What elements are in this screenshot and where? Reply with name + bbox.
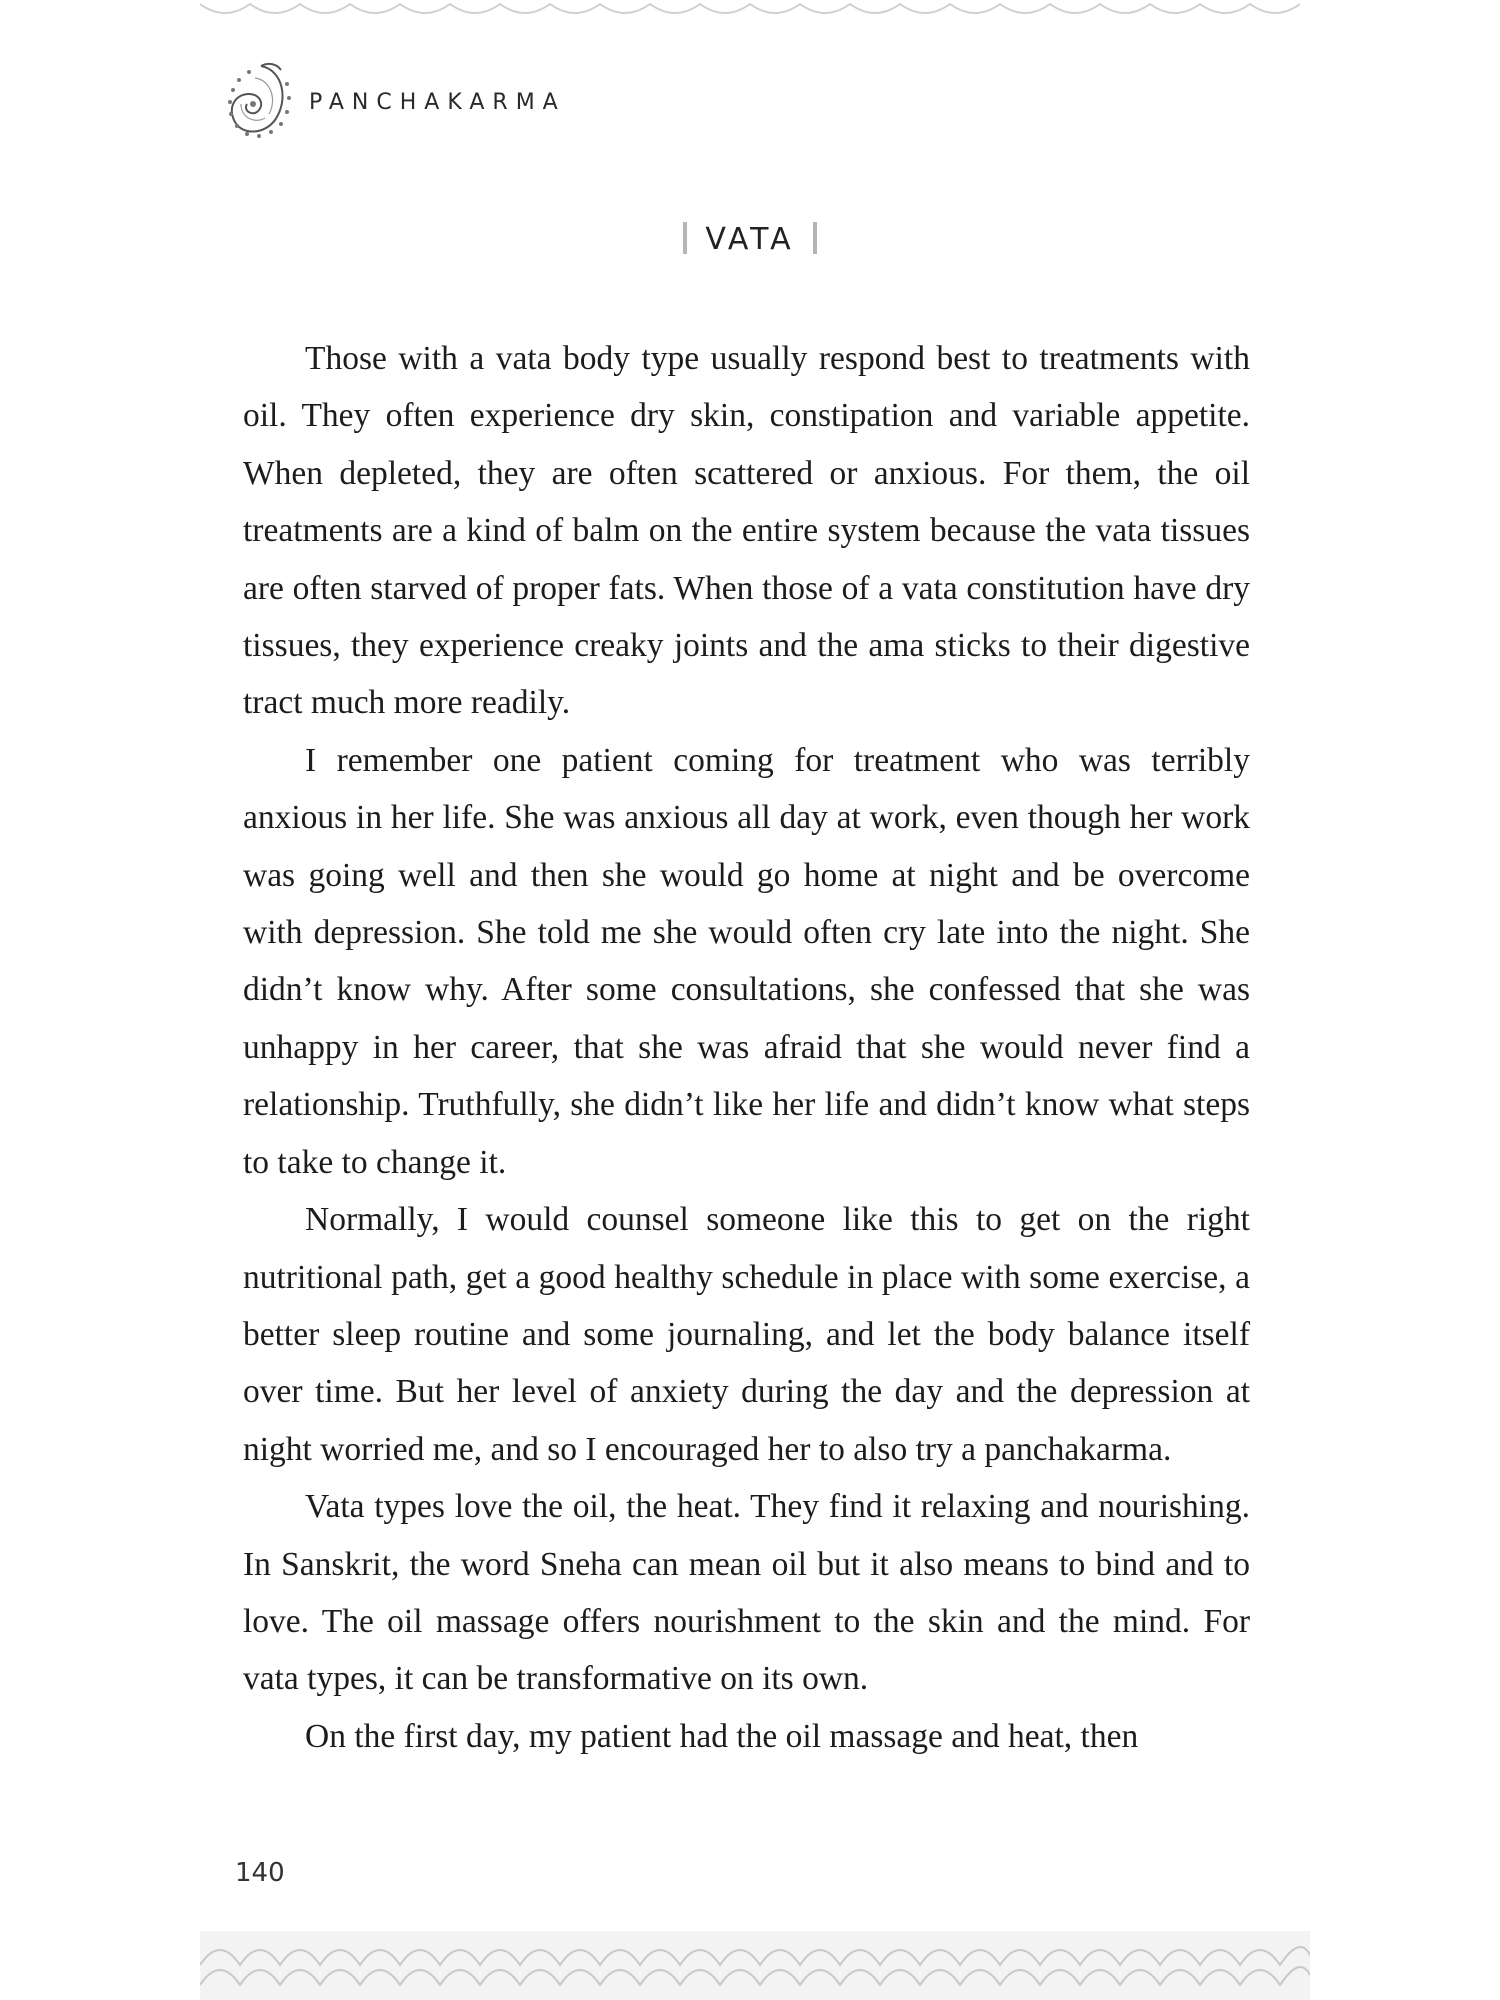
heading-bar-left	[683, 222, 687, 254]
paragraph: On the first day, my patient had the oil massage and heat, then	[305, 1717, 1139, 1755]
decorative-border-top	[200, 0, 1300, 22]
section-heading-text: VATA	[705, 222, 795, 257]
paragraph: I remember one patient coming for treatment who was terribly anxious in her life. She was anxious all day at work, even though her work was going well and then she would go home at night and be overcome with depression. She told me she would often cry late into the night. She didn’t know why. After some consultations, she confessed that she was unhappy in her career, that she was afraid that she would never find a relationship. Truthfully, she didn’t like her life and didn’t know what steps to take to change it.	[243, 741, 1250, 1181]
paisley-ornament-icon	[225, 60, 291, 140]
section-heading	[0, 222, 1500, 257]
running-head	[225, 60, 566, 140]
paragraph: Those with a vata body type usually respond best to treatments with oil. They often experience dry skin, constipation and variable appetite. When depleted, they are often scattered or anxious. For them, the oil treatments are a kind of balm on the entire system because the vata tissues are often starved of proper fats. When those of a vata constitution have dry tissues, they experience creaky joints and the ama sticks to their digestive tract much more readily.	[243, 340, 1250, 722]
paragraph: Normally, I would counsel someone like this to get on the right nutritional path, get a good healthy schedule in place with some exercise, a better sleep routine and some journaling, and let the body balance itself over time. But her level of anxiety during the day and the depression at night worried me, and so I encouraged her to also try a panchakarma.	[243, 1201, 1250, 1468]
page-number: 140	[235, 1858, 285, 1888]
paragraph: Vata types love the oil, the heat. They find it relaxing and nourishing. In Sanskrit, the word Sneha can mean oil but it also means to bind and to love. The oil massage offers nourishment to the skin and the mind. For vata types, it can be transformative on its own.	[243, 1488, 1250, 1698]
body-text	[243, 330, 1250, 1765]
decorative-border-bottom	[200, 1925, 1310, 2000]
running-head-title: PANCHAKARMA	[309, 89, 566, 115]
heading-bar-right	[813, 222, 817, 254]
